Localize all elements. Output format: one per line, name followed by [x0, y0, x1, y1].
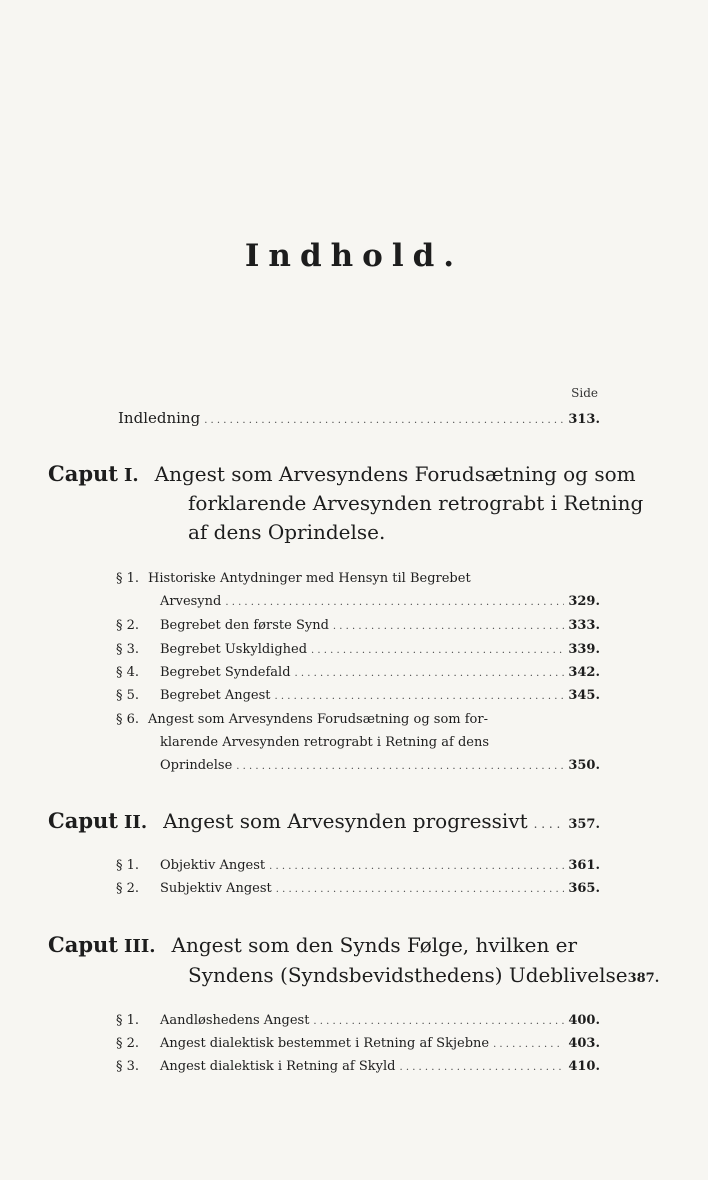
chapter-3-caput: Caput [48, 932, 118, 957]
section-3-1-page: 400. [568, 1013, 600, 1028]
section-sign: § 1. [116, 858, 140, 873]
leader-dots [313, 1013, 564, 1028]
intro-page: 313. [568, 412, 600, 427]
section-1-6-line-3: Oprindelse [160, 758, 233, 773]
section-sign: § 3. [116, 642, 140, 657]
section-1-3-page: 339. [568, 642, 600, 657]
chapter-2-page: 357. [568, 817, 600, 832]
chapter-1-caput: Caput [48, 461, 118, 486]
section-2-2-label: Subjektiv Angest [160, 881, 272, 896]
section-3-2 [116, 1036, 600, 1051]
toc-entry-intro [118, 409, 600, 427]
section-2-1-label: Objektiv Angest [160, 858, 266, 873]
section-1-6-line-2: klarende Arvesynden retrograbt i Retning af dens [160, 735, 490, 750]
section-1-4 [116, 665, 600, 680]
leader-dots [276, 881, 565, 896]
section-1-1-line-2: Arvesynd [160, 594, 222, 609]
section-2-1 [116, 858, 600, 873]
chapter-3-heading [48, 932, 577, 957]
leader-dots [275, 688, 565, 703]
section-1-5-page: 345. [568, 688, 600, 703]
leader-dots [333, 618, 564, 633]
intro-label: Indledning [118, 409, 201, 427]
section-1-1-line-1: Historiske Antydninger med Hensyn til Begrebet [148, 571, 471, 586]
chapter-3-title-cont [188, 963, 660, 987]
section-sign: § 2. [116, 881, 140, 896]
section-3-3 [116, 1059, 600, 1074]
section-sign: § 3. [116, 1059, 140, 1074]
leader-dots [311, 642, 564, 657]
chapter-2-title: Angest som Arvesynden progressivt [163, 809, 528, 833]
section-1-1-page: 329. [568, 594, 600, 609]
chapter-1-title-line-2: forklarende Arvesynden retrograbt i Retning [188, 491, 644, 515]
section-1-2-label: Begrebet den første Synd [160, 618, 329, 633]
section-sign: § 5. [116, 688, 140, 703]
section-sign: § 4. [116, 665, 140, 680]
chapter-3-page: 387. [627, 971, 660, 986]
chapter-2-heading [48, 808, 600, 833]
section-1-2-page: 333. [568, 618, 600, 633]
section-3-1 [116, 1013, 600, 1028]
section-1-3-label: Begrebet Uskyldighed [160, 642, 308, 657]
leader-dots [269, 858, 564, 873]
section-1-6-cont [160, 758, 600, 773]
chapter-1-heading [48, 461, 636, 486]
section-1-4-label: Begrebet Syndefald [160, 665, 291, 680]
leader-dots [225, 594, 564, 609]
section-1-6 [116, 712, 488, 727]
section-sign: § 6. [116, 712, 140, 727]
leader-dots [204, 409, 564, 427]
section-2-1-page: 361. [568, 858, 600, 873]
section-2-2 [116, 881, 600, 896]
chapter-1-roman: I. [123, 465, 139, 486]
page-title: Indhold. [244, 238, 464, 274]
chapter-1-title-line-3: af dens Oprindelse. [188, 520, 386, 544]
section-3-1-label: Aandløshedens Angest [160, 1013, 310, 1028]
section-3-2-label: Angest dialektisk bestemmet i Retning af Skjebne [160, 1036, 490, 1051]
chapter-3-title-line-2: Syndens (Syndsbevidsthedens) Udeblivelse [188, 963, 628, 987]
section-3-2-page: 403. [568, 1036, 600, 1051]
leader-dots [534, 813, 563, 832]
chapter-3-title-line-1: Angest som den Synds Følge, hvilken er [171, 933, 578, 957]
section-1-6-line-1: Angest som Arvesyndens Forudsætning og som for- [148, 712, 488, 727]
section-3-3-page: 410. [568, 1059, 600, 1074]
leader-dots [399, 1059, 564, 1074]
chapter-2-roman: II. [123, 812, 148, 833]
section-1-2 [116, 618, 600, 633]
section-1-1-cont [160, 594, 600, 609]
chapter-1-title-line-1: Angest som Arvesyndens Forudsætning og som [154, 462, 636, 486]
section-sign: § 2. [116, 618, 140, 633]
section-1-6-page: 350. [568, 758, 600, 773]
section-sign: § 1. [116, 1013, 140, 1028]
section-1-5-label: Begrebet Angest [160, 688, 271, 703]
section-sign: § 2. [116, 1036, 140, 1051]
section-1-3 [116, 642, 600, 657]
section-2-2-page: 365. [568, 881, 600, 896]
section-sign: § 1. [116, 571, 140, 586]
leader-dots [493, 1036, 564, 1051]
chapter-3-roman: III. [123, 936, 156, 957]
chapter-2-caput: Caput [48, 808, 118, 833]
section-1-5 [116, 688, 600, 703]
leader-dots [236, 758, 564, 773]
section-1-1 [116, 571, 471, 586]
section-1-4-page: 342. [568, 665, 600, 680]
section-3-3-label: Angest dialektisk i Retning af Skyld [160, 1059, 396, 1074]
page-column-label: Side [571, 386, 598, 400]
leader-dots [295, 665, 565, 680]
